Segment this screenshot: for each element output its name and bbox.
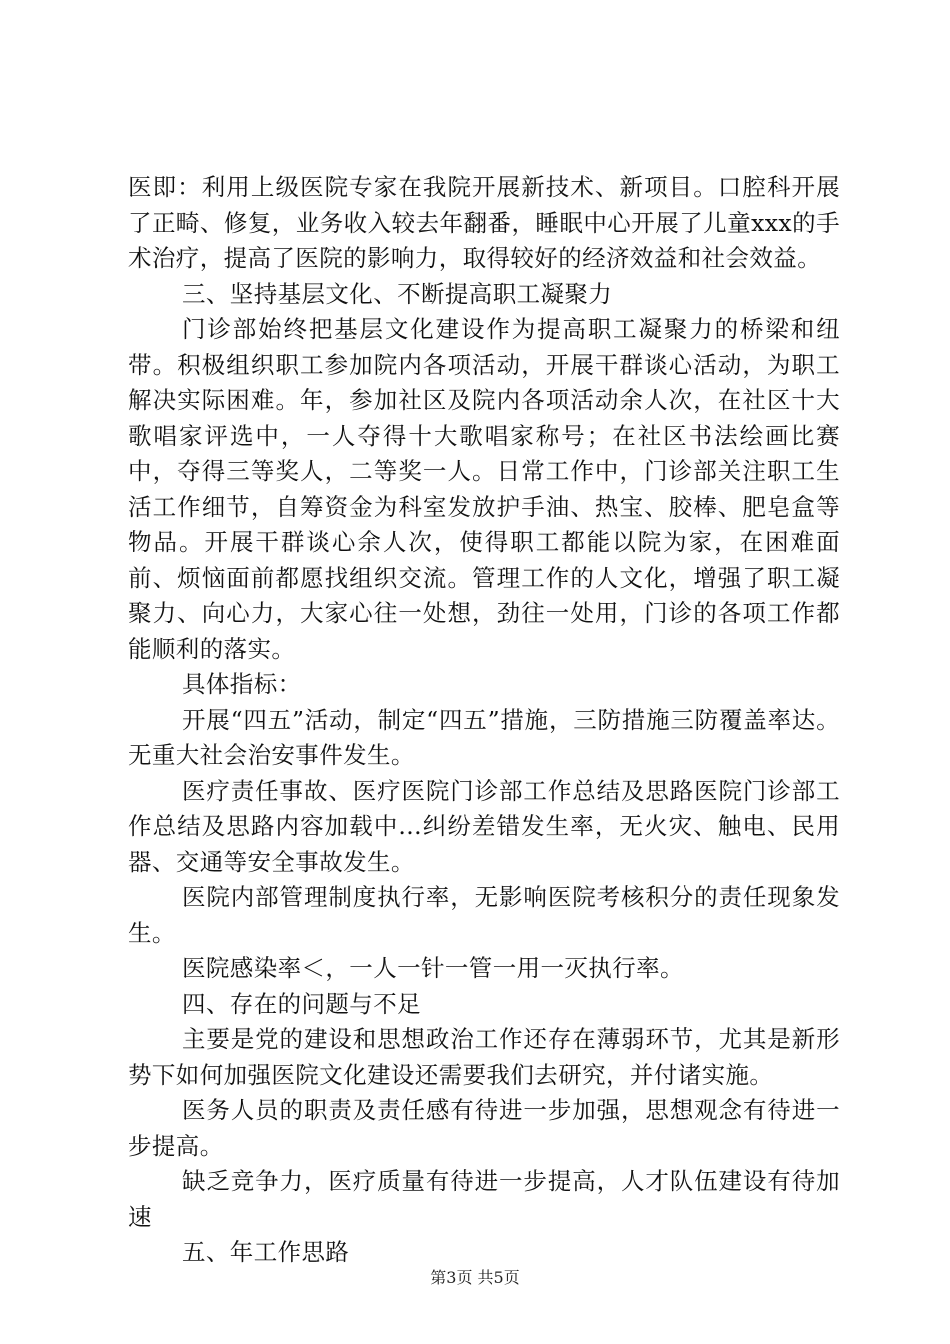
indicator-item-3: 医院内部管理制度执行率，无影响医院考核积分的责任现象发生。 [128, 883, 840, 947]
indicator-item-4: 医院感染率＜，一人一针一管一用一灭执行率。 [182, 954, 684, 982]
paragraph-culture: 门诊部始终把基层文化建设作为提高职工凝聚力的桥梁和纽带。积极组织职工参加院内各项活动，开展干群谈心活动，为职工解决实际困难。年，参加社区及院内各项活动余人次，在社区十大歌唱家评选中，一人夺得十大歌唱家称号；在社区书法绘画比赛中，夺得三等奖人，二等奖一人。日常工作中，门诊部关注职工生活工作细节，自筹资金为科室发放护手油、热宝、胶棒、肥皂盒等物品。开展干群谈心余人次，使得职工都能以院为家，在困难面前、烦恼面前都愿找组织交流。管理工作的人文化，增强了职工凝聚力、向心力，大家心往一处想，劲往一处用，门诊的各项工作都能顺利的落实。 [128, 315, 840, 663]
document-body [128, 170, 840, 1271]
problem-item-3: 缺乏竞争力，医疗质量有待进一步提高，人才队伍建设有待加速 [128, 1167, 840, 1231]
section-heading-3: 三、坚持基层文化、不断提高职工凝聚力 [182, 279, 613, 308]
section-heading-4: 四、存在的问题与不足 [182, 989, 421, 1018]
indicators-heading: 具体指标： [182, 670, 302, 698]
problem-item-2: 医务人员的职责及责任感有待进一步加强，思想观念有待进一步提高。 [128, 1096, 840, 1160]
section-heading-5: 五、年工作思路 [182, 1238, 350, 1266]
problem-item-1: 主要是党的建设和思想政治工作还存在薄弱环节，尤其是新形势下如何加强医院文化建设还需要我们去研究，并付诸实施。 [128, 1025, 840, 1089]
indicator-item-2: 医疗责任事故、医疗医院门诊部工作总结及思路医院门诊部工作总结及思路内容加载中...纠纷差错发生率，无火灾、触电、民用器、交通等安全事故发生。 [128, 776, 840, 876]
page-number-footer: 第3页 共5页 [430, 1268, 520, 1287]
paragraph-1: 医即：利用上级医院专家在我院开展新技术、新项目。口腔科开展了正畸、修复，业务收入较去年翻番，睡眠中心开展了儿童xxx的手术治疗，提高了医院的影响力，取得较好的经济效益和社会效益。 [128, 173, 840, 272]
indicator-item-1: 开展“四五”活动，制定“四五”措施，三防措施三防覆盖率达。无重大社会治安事件发生。 [128, 705, 840, 769]
